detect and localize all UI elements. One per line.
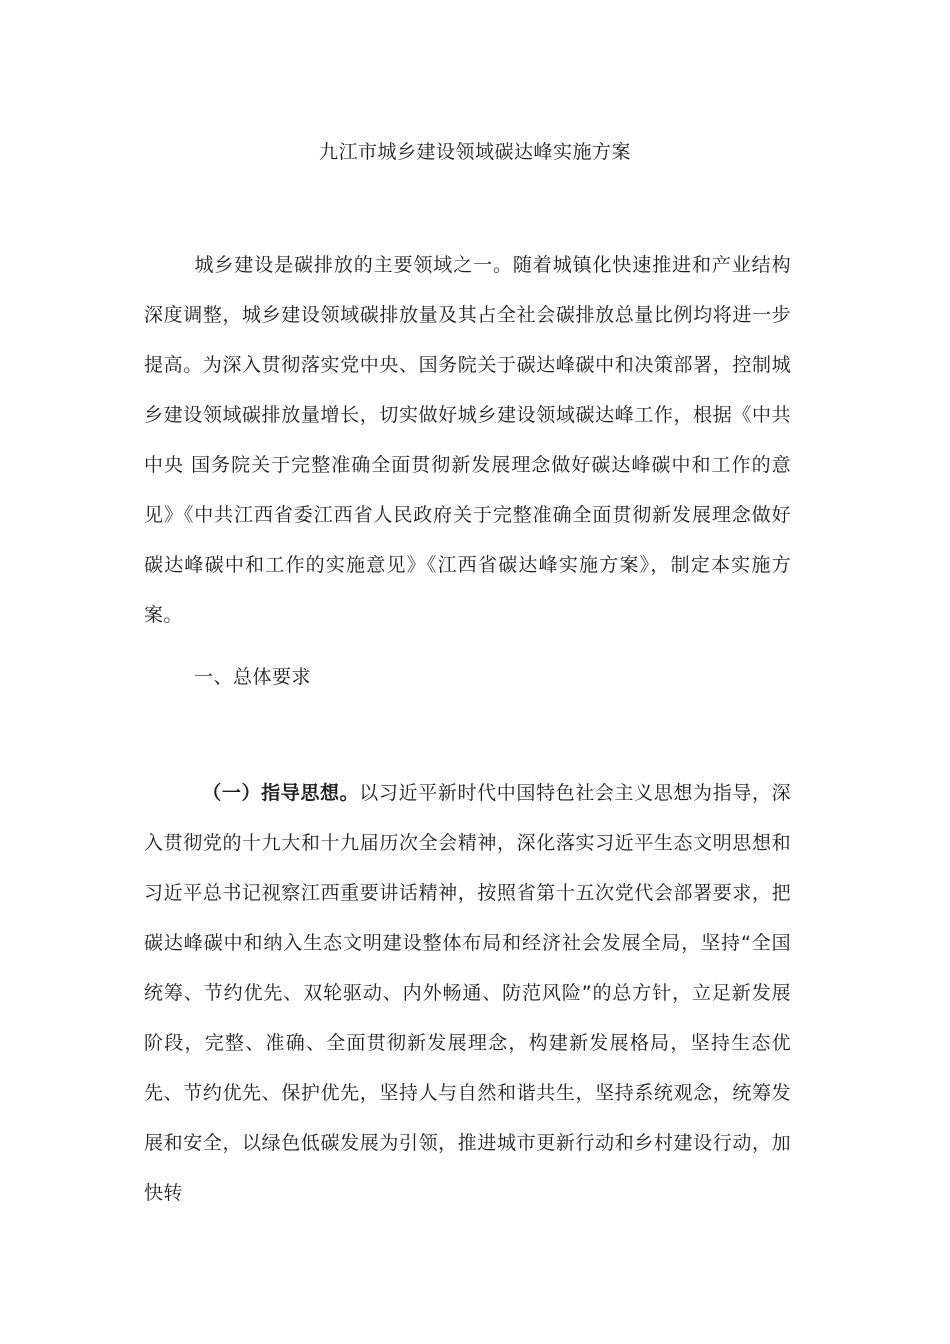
intro-paragraph (144, 240, 791, 640)
section-heading-overall-requirements: 一、总体要求 (194, 666, 312, 688)
subsection-lead: （一）指导思想。 (202, 782, 360, 804)
intro-paragraph-text: 城乡建设是碳排放的主要领域之一。随着城镇化快速推进和产业结构深度调整，城乡建设领域碳排放量及其占全社会碳排放总量比例均将进一步提高。为深入贯彻落实党中央、国务院关于碳达峰碳中和决策部署，控制城乡建设领域碳排放量增长，切实做好城乡建设领域碳达峰工作，根据《中共中央 国务院关于完整准确全面贯彻新发展理念做好碳达峰碳中和工作的意见》《中共江西省委江西省人民政府关于完整准确全面贯彻新发展理念做好碳达峰碳中和工作的实施意见》《江西省碳达峰实施方案》，制定本实施方案。 (144, 254, 791, 626)
document-title: 九江市城乡建设领域碳达峰实施方案 (318, 141, 631, 163)
guiding-ideology-paragraph (144, 768, 791, 1218)
guiding-ideology-text: 以习近平新时代中国特色社会主义思想为指导，深入贯彻党的十九大和十九届历次全会精神，深化落实习近平生态文明思想和习近平总书记视察江西重要讲话精神，按照省第十五次党代会部署要求，把碳达峰碳中和纳入生态文明建设整体布局和经济社会发展全局，坚持“全国统筹、节约优先、双轮驱动、内外畅通、防范风险”的总方针，立足新发展阶段，完整、准确、全面贯彻新发展理念，构建新发展格局，坚持生态优先、节约优先、保护优先，坚持人与自然和谐共生，坚持系统观念，统筹发展和安全，以绿色低碳发展为引领，推进城市更新行动和乡村建设行动，加快转 (144, 782, 791, 1204)
